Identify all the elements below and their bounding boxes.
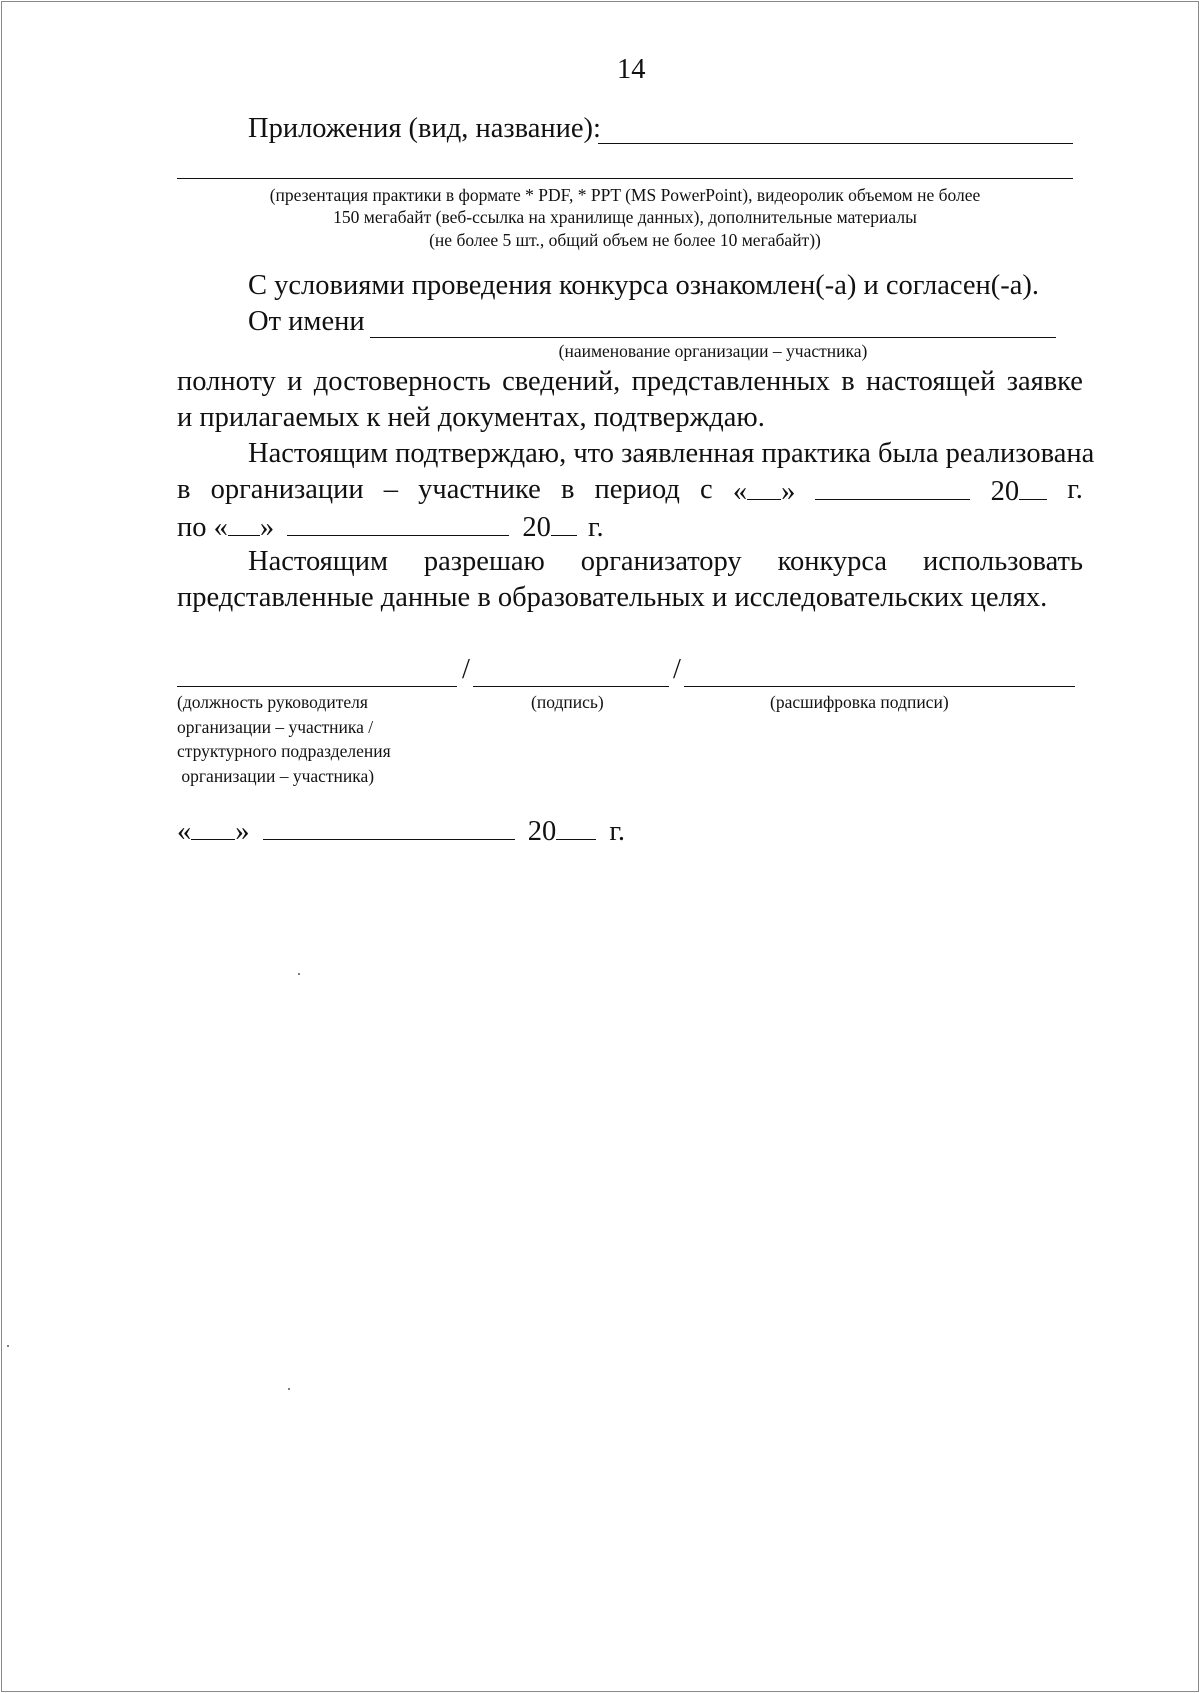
scan-speck xyxy=(298,973,300,975)
period-end-month-blank[interactable] xyxy=(287,510,509,536)
attachments-blank-2[interactable] xyxy=(177,178,1073,179)
attachments-note-line-3: (не более 5 шт., общий объем не более 10 мегабайт)) xyxy=(429,230,821,250)
consent-line: С условиями проведения конкурса ознакомлен(-а) и согласен(-а). xyxy=(248,270,1040,301)
on-behalf-label: От имени xyxy=(248,306,365,337)
period-line-1: Настоящим подтверждаю, что заявленная практика была реализована xyxy=(248,438,1095,469)
page-number: 14 xyxy=(617,54,646,85)
scan-speck xyxy=(288,1388,290,1390)
decode-caption: (расшифровка подписи) xyxy=(770,692,949,712)
position-caption-4: организации – участника) xyxy=(177,766,375,786)
permission-line-2: представленные данные в образовательных и исследовательских целях. xyxy=(177,582,1048,613)
attachments-note-line-1: (презентация практики в формате * PDF, * PPT (MS PowerPoint), видеоролик объемом не более xyxy=(269,185,981,205)
period-line-3: по « » 20 г. xyxy=(177,512,604,543)
organization-name-blank[interactable] xyxy=(370,337,1056,338)
position-caption-1: (должность руководителя xyxy=(177,692,368,712)
attachments-note-line-2: 150 мегабайт (веб-ссылка на хранилище данных), дополнительные материалы xyxy=(333,207,917,227)
period-end-year-blank[interactable] xyxy=(551,510,577,536)
period-start-day[interactable]: « » xyxy=(732,476,796,507)
permission-line-1: Настоящим разрешаю организатору конкурса использовать xyxy=(248,546,1083,577)
slash-1: / xyxy=(462,654,470,685)
position-caption-2: организации – участника / xyxy=(177,717,374,737)
period-start-month-blank[interactable] xyxy=(815,474,970,500)
position-caption-3: структурного подразделения xyxy=(177,741,391,761)
attachments-blank-1[interactable] xyxy=(598,143,1073,144)
date-day-blank[interactable] xyxy=(191,814,235,840)
scan-speck xyxy=(7,1345,9,1347)
date-month-blank[interactable] xyxy=(263,814,515,840)
confirm-line-2: и прилагаемых к ней документах, подтверждаю. xyxy=(177,402,765,433)
slash-2: / xyxy=(673,654,681,685)
confirm-line-1: полноту и достоверность сведений, представленных в настоящей заявке xyxy=(177,366,1083,397)
signature-decode-blank[interactable] xyxy=(684,686,1075,687)
attachments-label: Приложения (вид, название): xyxy=(248,113,601,144)
period-line-2: в организации – участнике в период с « » 20 г. xyxy=(177,474,1083,507)
period-end-day-blank[interactable] xyxy=(228,510,260,536)
period-start-year[interactable]: 20 xyxy=(991,474,1048,508)
organization-caption: (наименование организации – участника) xyxy=(558,341,868,361)
signature-blank[interactable] xyxy=(473,686,669,687)
date-line: « » 20 г. xyxy=(177,816,625,847)
date-year-blank[interactable] xyxy=(556,814,596,840)
position-blank[interactable] xyxy=(177,686,457,687)
signature-caption: (подпись) xyxy=(531,692,604,712)
